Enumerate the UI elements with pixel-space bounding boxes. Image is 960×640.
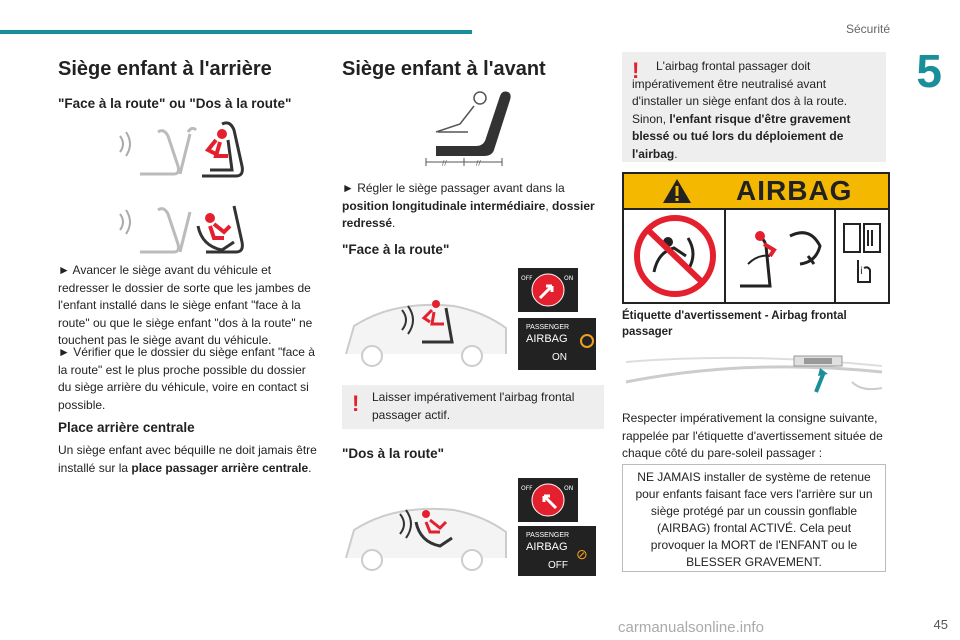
airbag-label-header [624, 174, 888, 208]
switch-off-label: OFF [521, 275, 533, 282]
left-subtitle: "Face à la route" ou "Dos à la route" [58, 96, 292, 111]
forward-facing-title: "Face à la route" [342, 242, 450, 257]
switch-on-label-2: ON [564, 485, 574, 492]
left-bullet-2: ► Vérifier que le dossier du siège enfant "face à la route" est le plus proche possible du dossier du siège arrière du véhicule, voire en contact si possible. [58, 345, 315, 412]
left-title: Siège enfant à l'arrière [58, 58, 272, 80]
section-title: Sécurité [845, 22, 890, 36]
right-note-text: L'airbag frontal passager doit impérativement être neutralisé avant d'installer un siège enfant dos à la route. Sinon, l'enfant risque d'être gravement blessé ou tué lors du déploiement de l'airbag. [632, 59, 851, 161]
svg-text://: // [442, 159, 447, 167]
airbag-off-indicator: PASSENGER AIRBAG OFF ⊘ [518, 526, 596, 576]
forward-note-box [342, 385, 604, 429]
central-place-title: Place arrière centrale [58, 420, 195, 435]
warning-exclamation-icon: ! [352, 391, 360, 416]
car-rearward-child-illustration [342, 492, 512, 572]
airbag-label-word: AIRBAG [736, 175, 853, 206]
read-manual-icon [840, 216, 884, 296]
middle-bullet: ► Régler le siège passager avant dans la position longitudinale intermédiaire, dossier redressé. [342, 181, 595, 230]
airbag-icon [580, 334, 594, 348]
airbag-warning-label [622, 172, 890, 304]
watermark: carmanualsonline.info [618, 619, 764, 636]
switch-off-label-2: OFF [521, 485, 533, 492]
switch-on-label: ON [564, 275, 574, 282]
header-accent-bar [0, 30, 472, 34]
warning-statement-box [622, 464, 886, 572]
svg-text:i: i [860, 266, 863, 277]
instruction-text: Respecter impérativement la consigne suivante, rappelée par l'étiquette d'avertissement située de chaque côté du pare-soleil passager : [622, 411, 883, 460]
chapter-number: 5 [916, 45, 942, 97]
sun-visor-label-location-illustration [622, 352, 886, 406]
label-caption: Étiquette d'avertissement - Airbag frontal passager [622, 310, 847, 338]
rearward-facing-title: "Dos à la route" [342, 446, 445, 461]
left-bullet-1: ► Avancer le siège avant du véhicule et redresser le dossier de sorte que les jambes de l'enfant installé dans le siège enfant "face à la route" ou que le siège enfant "dos à la route" ne touchent pas le siège avant du véhicule. [58, 263, 313, 347]
airbag-off-icon: ⊘ [576, 546, 588, 562]
right-warning-note [622, 52, 886, 162]
rear-seat-forward-illustration [110, 118, 260, 184]
airbag-on-indicator: PASSENGER AIRBAG ON [518, 318, 596, 370]
airbag-switch-on-icon [518, 268, 578, 312]
forward-note-text: Laisser impérativement l'airbag frontal passager actif. [372, 390, 575, 422]
no-rear-facing-seat-icon [632, 214, 718, 298]
front-seat-adjust-illustration [414, 88, 514, 172]
page-number: 45 [933, 617, 948, 632]
rear-seat-rearward-illustration [110, 196, 260, 262]
middle-title: Siège enfant à l'avant [342, 58, 546, 80]
svg-text://: // [476, 159, 481, 167]
central-place-text: Un siège enfant avec béquille ne doit jamais être installé sur la place passager arrière centrale. [58, 443, 317, 475]
car-forward-child-illustration [342, 288, 512, 368]
warning-exclamation-icon-2: ! [632, 58, 640, 83]
warning-statement-text: NE JAMAIS installer de système de retenue pour enfants faisant face vers l'arrière sur un siège protégé par un coussin gonflable (AIRBAG) frontal ACTIVÉ. Cela peut provoquer la MORT de l'ENFANT ou le BLESSER GRAVEMENT. [635, 470, 873, 569]
airbag-switch-off-icon [518, 478, 578, 522]
airbag-deploy-icon [730, 216, 830, 296]
warning-triangle-icon [662, 178, 692, 204]
